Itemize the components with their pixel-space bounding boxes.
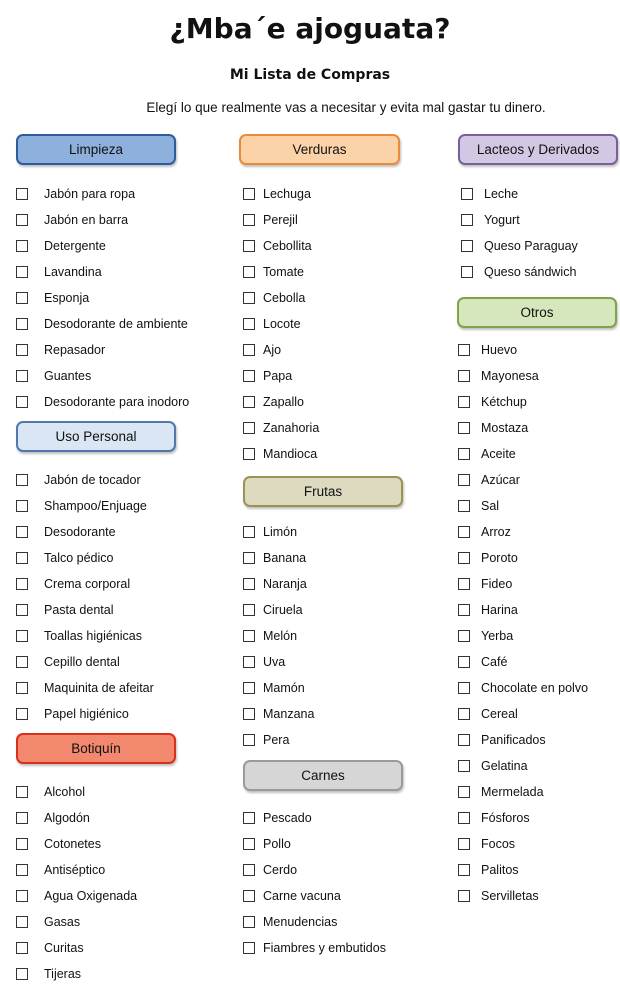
list-item (243, 184, 311, 204)
list-item (16, 236, 106, 256)
item-label: Carne vacuna (263, 889, 341, 903)
list-item (458, 574, 512, 594)
list-item (458, 444, 516, 464)
list-item (243, 210, 298, 230)
checkbox[interactable] (458, 578, 470, 590)
checkbox[interactable] (16, 266, 28, 278)
list-item (16, 600, 114, 620)
item-label: Palitos (481, 863, 519, 877)
checkbox[interactable] (16, 188, 28, 200)
item-label: Menudencias (263, 915, 338, 929)
list-item (16, 886, 137, 906)
item-label: Mostaza (481, 421, 529, 435)
item-label: Cereal (481, 707, 518, 721)
item-label: Fideo (481, 577, 513, 591)
list-item (243, 600, 303, 620)
list-item (458, 652, 507, 672)
list-item (458, 808, 530, 828)
checkbox[interactable] (16, 864, 28, 876)
item-label: Tomate (263, 265, 304, 279)
item-label: Mermelada (481, 785, 544, 799)
list-item (16, 704, 129, 724)
list-item (461, 262, 576, 282)
checkbox[interactable] (243, 448, 255, 460)
list-item (458, 600, 518, 620)
checkbox[interactable] (16, 916, 28, 928)
item-label: Algodón (44, 811, 90, 825)
list-item (16, 184, 135, 204)
list-item (16, 964, 81, 984)
list-item (16, 938, 84, 958)
checkbox[interactable] (16, 786, 28, 798)
list-item (16, 288, 89, 308)
item-label: Harina (481, 603, 518, 617)
list-item (458, 470, 520, 490)
list-item (243, 262, 304, 282)
checkbox[interactable] (243, 552, 255, 564)
checkbox[interactable] (243, 864, 255, 876)
checkbox[interactable] (458, 734, 470, 746)
item-label: Poroto (481, 551, 518, 565)
page-subtitle: Mi Lista de Compras (229, 67, 391, 83)
checkbox[interactable] (458, 838, 470, 850)
item-label: Azúcar (481, 473, 520, 487)
page-title: ¿Mba´e ajoguata? (169, 12, 451, 45)
list-item (458, 678, 588, 698)
section-header-lacteos: Lacteos y Derivados (458, 134, 618, 165)
list-item (458, 756, 528, 776)
item-label: Pollo (263, 837, 291, 851)
checkbox[interactable] (458, 370, 470, 382)
checkbox[interactable] (16, 838, 28, 850)
checkbox[interactable] (458, 682, 470, 694)
item-label: Yerba (481, 629, 514, 643)
item-label: Pera (263, 733, 290, 747)
list-item (243, 236, 312, 256)
item-label: Fiambres y embutidos (263, 941, 386, 955)
item-label: Zanahoria (263, 421, 320, 435)
checkbox[interactable] (16, 604, 28, 616)
checkbox[interactable] (243, 838, 255, 850)
intro-text: Elegí lo que realmente vas a necesitar y evita mal gastar tu dinero. (146, 100, 546, 115)
item-label: Servilletas (481, 889, 539, 903)
checkbox[interactable] (16, 292, 28, 304)
item-label: Curitas (44, 941, 84, 955)
item-label: Fósforos (481, 811, 530, 825)
list-item (243, 730, 289, 750)
list-item (16, 782, 85, 802)
checkbox[interactable] (16, 526, 28, 538)
list-item (243, 886, 341, 906)
item-label: Perejil (263, 213, 298, 227)
checkbox[interactable] (243, 240, 255, 252)
list-item (243, 522, 297, 542)
list-item (16, 522, 116, 542)
list-item (16, 366, 91, 386)
checkbox[interactable] (16, 396, 28, 408)
checkbox[interactable] (16, 474, 28, 486)
checkbox[interactable] (458, 526, 470, 538)
checkbox[interactable] (16, 656, 28, 668)
item-label: Jabón de tocador (44, 473, 141, 487)
item-label: Sal (481, 499, 500, 513)
list-item (16, 210, 128, 230)
checkbox[interactable] (243, 604, 255, 616)
item-label: Guantes (44, 369, 92, 383)
item-label: Mandioca (263, 447, 318, 461)
list-item (461, 210, 520, 230)
checkbox[interactable] (16, 890, 28, 902)
list-item (243, 626, 297, 646)
list-item (243, 340, 281, 360)
item-label: Ciruela (263, 603, 303, 617)
item-label: Café (481, 655, 508, 669)
list-item (458, 418, 528, 438)
list-item (458, 340, 517, 360)
checkbox[interactable] (458, 760, 470, 772)
section-header-otros: Otros (457, 297, 617, 328)
checkbox[interactable] (16, 708, 28, 720)
checkbox[interactable] (243, 188, 255, 200)
list-item (243, 548, 306, 568)
section-header-limpieza: Limpieza (16, 134, 176, 165)
list-item (458, 834, 515, 854)
list-item (16, 678, 154, 698)
item-label: Queso Paraguay (484, 239, 578, 253)
item-label: Pescado (263, 811, 312, 825)
list-item (458, 392, 527, 412)
list-item (243, 808, 312, 828)
checkbox[interactable] (458, 890, 470, 902)
checkbox[interactable] (243, 266, 255, 278)
checkbox[interactable] (458, 474, 470, 486)
checkbox[interactable] (16, 630, 28, 642)
item-label: Locote (263, 317, 301, 331)
item-label: Focos (481, 837, 516, 851)
list-item (458, 704, 518, 724)
checkbox[interactable] (243, 812, 255, 824)
item-label: Gelatina (481, 759, 528, 773)
checkbox[interactable] (243, 214, 255, 226)
item-label: Ajo (263, 343, 282, 357)
item-label: Huevo (481, 343, 518, 357)
item-label: Naranja (263, 577, 307, 591)
checkbox[interactable] (16, 214, 28, 226)
item-label: Papa (263, 369, 293, 383)
checkbox[interactable] (458, 864, 470, 876)
checkbox[interactable] (458, 396, 470, 408)
checkbox[interactable] (458, 344, 470, 356)
list-item (16, 652, 120, 672)
item-label: Cerdo (263, 863, 298, 877)
item-label: Alcohol (44, 785, 85, 799)
item-label: Aceite (481, 447, 516, 461)
section-header-carnes: Carnes (243, 760, 403, 791)
list-item (458, 730, 546, 750)
item-label: Zapallo (263, 395, 304, 409)
item-label: Jabón para ropa (44, 187, 136, 201)
checkbox[interactable] (243, 656, 255, 668)
section-header-botiquin: Botiquín (16, 733, 176, 764)
checkbox[interactable] (243, 526, 255, 538)
item-label: Desodorante (44, 525, 116, 539)
item-label: Esponja (44, 291, 90, 305)
checkbox[interactable] (458, 500, 470, 512)
item-label: Cotonetes (44, 837, 101, 851)
list-item (243, 418, 319, 438)
item-label: Toallas higiénicas (44, 629, 142, 643)
list-item (243, 912, 337, 932)
item-label: Chocolate en polvo (481, 681, 589, 695)
item-label: Cebollita (263, 239, 312, 253)
list-item (16, 626, 142, 646)
list-item (16, 548, 114, 568)
checkbox[interactable] (243, 396, 255, 408)
item-label: Banana (263, 551, 307, 565)
list-item (243, 444, 317, 464)
item-label: Uva (263, 655, 286, 669)
checkbox[interactable] (458, 786, 470, 798)
list-item (243, 834, 291, 854)
list-item (458, 886, 539, 906)
section-header-frutas: Frutas (243, 476, 403, 507)
list-item (243, 366, 292, 386)
item-label: Yogurt (484, 213, 520, 227)
checkbox[interactable] (461, 240, 473, 252)
list-item (16, 834, 101, 854)
list-item (16, 574, 130, 594)
checkbox[interactable] (243, 890, 255, 902)
list-item (243, 574, 307, 594)
checkbox[interactable] (16, 812, 28, 824)
list-item (16, 808, 90, 828)
item-label: Antiséptico (44, 863, 106, 877)
checkbox[interactable] (458, 708, 470, 720)
list-item (243, 652, 285, 672)
checkbox[interactable] (16, 318, 28, 330)
item-label: Cebolla (263, 291, 306, 305)
list-item (16, 340, 105, 360)
item-label: Desodorante de ambiente (44, 317, 188, 331)
checkbox[interactable] (243, 916, 255, 928)
item-label: Gasas (44, 915, 81, 929)
item-label: Maquinita de afeitar (44, 681, 154, 695)
list-item (243, 938, 386, 958)
checkbox[interactable] (458, 448, 470, 460)
list-item (461, 236, 578, 256)
item-label: Mayonesa (481, 369, 539, 383)
checkbox[interactable] (243, 708, 255, 720)
item-label: Lechuga (263, 187, 311, 201)
item-label: Talco pédico (44, 551, 114, 565)
checkbox[interactable] (243, 422, 255, 434)
list-item (243, 314, 301, 334)
list-item (16, 470, 141, 490)
checkbox[interactable] (16, 552, 28, 564)
checkbox[interactable] (243, 734, 255, 746)
checkbox[interactable] (243, 292, 255, 304)
list-item (458, 626, 513, 646)
checkbox[interactable] (16, 578, 28, 590)
list-item (458, 496, 499, 516)
item-label: Desodorante para inodoro (44, 395, 190, 409)
item-label: Manzana (263, 707, 315, 721)
list-item (243, 678, 305, 698)
item-label: Limón (263, 525, 298, 539)
item-label: Kétchup (481, 395, 527, 409)
checkbox[interactable] (458, 422, 470, 434)
list-item (16, 912, 80, 932)
item-label: Mamón (263, 681, 305, 695)
checkbox[interactable] (458, 630, 470, 642)
item-label: Detergente (44, 239, 106, 253)
list-item (458, 522, 511, 542)
item-label: Queso sándwich (484, 265, 577, 279)
checkbox[interactable] (243, 344, 255, 356)
checkbox[interactable] (243, 318, 255, 330)
list-item (16, 314, 188, 334)
item-label: Arroz (481, 525, 511, 539)
list-item (458, 860, 519, 880)
checkbox[interactable] (16, 682, 28, 694)
list-item (16, 496, 147, 516)
checkbox[interactable] (458, 656, 470, 668)
section-header-uso-personal: Uso Personal (16, 421, 176, 452)
list-item (16, 392, 189, 412)
item-label: Pasta dental (44, 603, 114, 617)
list-item (458, 366, 539, 386)
checkbox[interactable] (16, 968, 28, 980)
item-label: Lavandina (44, 265, 102, 279)
item-label: Jabón en barra (44, 213, 129, 227)
checkbox[interactable] (16, 240, 28, 252)
checkbox[interactable] (458, 812, 470, 824)
checkbox[interactable] (243, 942, 255, 954)
item-label: Agua Oxigenada (44, 889, 138, 903)
list-item (458, 548, 518, 568)
checkbox[interactable] (16, 942, 28, 954)
checkbox[interactable] (461, 214, 473, 226)
item-label: Tijeras (44, 967, 82, 981)
list-item (243, 288, 305, 308)
list-item (243, 860, 297, 880)
item-label: Cepillo dental (44, 655, 120, 669)
checkbox[interactable] (243, 630, 255, 642)
list-item (458, 782, 544, 802)
list-item (243, 704, 314, 724)
list-item (16, 860, 105, 880)
checkbox[interactable] (243, 578, 255, 590)
section-header-verduras: Verduras (239, 134, 400, 165)
item-label: Repasador (44, 343, 106, 357)
checkbox[interactable] (16, 344, 28, 356)
list-item (16, 262, 102, 282)
item-label: Crema corporal (44, 577, 131, 591)
item-label: Melón (263, 629, 298, 643)
item-label: Panificados (481, 733, 546, 747)
list-item (243, 392, 304, 412)
list-item (461, 184, 518, 204)
item-label: Papel higiénico (44, 707, 129, 721)
checkbox[interactable] (16, 500, 28, 512)
checkbox[interactable] (16, 370, 28, 382)
checkbox[interactable] (458, 604, 470, 616)
checkbox[interactable] (461, 266, 473, 278)
item-label: Shampoo/Enjuage (44, 499, 147, 513)
checkbox[interactable] (461, 188, 473, 200)
item-label: Leche (484, 187, 519, 201)
checkbox[interactable] (243, 682, 255, 694)
checkbox[interactable] (243, 370, 255, 382)
checkbox[interactable] (458, 552, 470, 564)
